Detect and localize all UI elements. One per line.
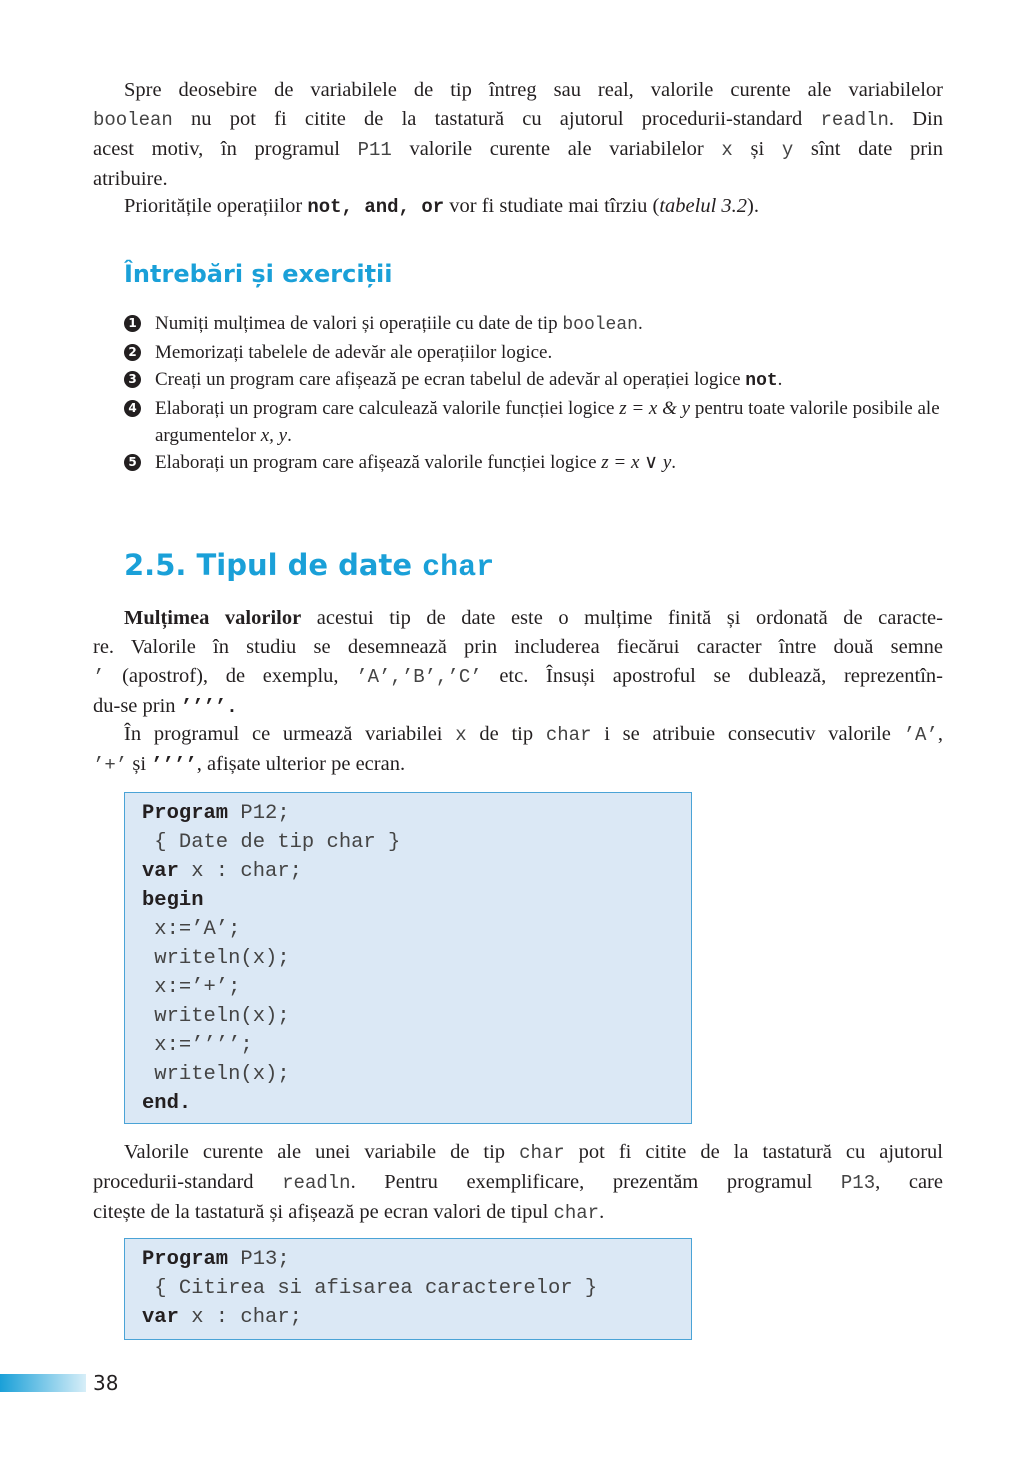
text: acest motiv, în programul (93, 138, 358, 160)
text: de tip (466, 723, 546, 745)
page-number-bar (0, 1374, 86, 1392)
text: Memorizați tabelele de adevăr ale operațiilor logice. (155, 342, 553, 363)
code-text: x : char; (178, 860, 302, 883)
text: Numiți mulțimea de valori și operațiile cu date de tip (155, 313, 563, 334)
code-text: x : char; (178, 1306, 302, 1329)
text: . Din (888, 108, 943, 130)
code-line (142, 1274, 691, 1303)
page-number: 38 (93, 1371, 119, 1395)
code-text: not (745, 371, 778, 391)
text: În programul ce urmează variabilei (124, 723, 456, 745)
code-value-plus: ’+’ (93, 754, 128, 776)
text: pentru toate valorile posibile ale argumentelor (155, 398, 940, 446)
code-line (142, 1303, 691, 1332)
code-keyword: Program (142, 802, 229, 825)
text: Valorile curente ale unei variabile de tip (124, 1141, 520, 1163)
code-double-apostrophe: ’’’’ (151, 754, 197, 776)
text: Elaborați un program care afișează valorile funcției logice (155, 452, 602, 473)
code-y: y (781, 139, 794, 161)
code-char: char (545, 724, 592, 746)
text: i se atribuie consecutiv valorile (591, 723, 904, 745)
code-text: x:=’+’; (142, 976, 241, 999)
code-x: x (721, 139, 733, 161)
text: atribuire. (93, 168, 168, 190)
text: . (777, 369, 783, 390)
code-keyword: var (142, 1306, 179, 1329)
intro-paragraph-2 (93, 192, 943, 222)
text: și (732, 138, 782, 160)
questions-list (124, 310, 944, 476)
code-text: writeln(x); (142, 947, 290, 970)
code-keyword: begin (142, 889, 204, 912)
text: Creați un program care afișează pe ecran tabelul de adevăr al operației logice (155, 369, 746, 390)
body-paragraph-1 (93, 604, 943, 722)
text: Elaborați un program care calculează valorile funcției logice (155, 398, 620, 419)
text: pot fi citite de la tastatură cu ajutorul (564, 1141, 944, 1163)
code-p11: P11 (357, 139, 392, 161)
table-reference: tabelul 3.2 (659, 195, 748, 217)
code-text: P13; (228, 1248, 290, 1271)
code-line (142, 1031, 691, 1060)
section-title-code: char (422, 551, 495, 585)
bold-term: Mulțimea valorilor (124, 607, 302, 629)
code-char: char (519, 1142, 565, 1164)
code-line (142, 1089, 691, 1118)
code-examples: ’A’,’B’,’C’ (356, 666, 482, 688)
text: valorile curente ale variabilelor (391, 138, 722, 160)
code-block-p13 (124, 1238, 692, 1340)
code-readln: readln (282, 1172, 351, 1194)
section-title: 2.5. Tipul de date (124, 548, 423, 582)
code-text: x:=’’’’; (142, 1034, 253, 1057)
text: (apostrof), de exemplu, (104, 665, 357, 687)
code-apostrophe: ’ (93, 666, 105, 688)
code-line (142, 886, 691, 915)
question-number: 2 (124, 344, 141, 361)
code-text: writeln(x); (142, 1063, 290, 1086)
text: sînt date prin (793, 138, 943, 160)
text: acestui tip de date este o mulțime finită și ordonată de caracte- (301, 607, 943, 629)
formula-args: x, y (260, 425, 288, 446)
text: du-se prin (93, 695, 181, 717)
text: . Pentru exemplificare, prezentăm programul (350, 1171, 841, 1193)
text: și (127, 753, 152, 775)
code-readln: readln (820, 109, 889, 131)
code-double-apostrophe: ’’’’. (180, 696, 238, 718)
question-item (124, 449, 944, 476)
code-text: P12; (228, 802, 290, 825)
code-line (142, 973, 691, 1002)
text: nu pot fi citite de la tastatură cu ajutorul procedurii-standard (172, 108, 821, 130)
code-char: char (553, 1202, 600, 1224)
code-block-p12 (124, 792, 692, 1124)
code-line (142, 1002, 691, 1031)
code-keyword: end. (142, 1092, 192, 1115)
code-text: writeln(x); (142, 1005, 290, 1028)
question-item (124, 310, 944, 339)
question-item (124, 395, 944, 449)
code-operators: not, and, or (307, 196, 445, 218)
text: etc. Însuși apostroful se dublează, reprezentîn- (481, 665, 943, 687)
text: . (637, 313, 643, 334)
text: . (287, 425, 292, 446)
code-line (142, 828, 691, 857)
code-line (142, 857, 691, 886)
code-keyword: Program (142, 1248, 229, 1271)
code-line (142, 1245, 691, 1274)
text: , (937, 723, 943, 745)
code-text: { Date de tip char } (142, 831, 401, 854)
code-text: boolean (562, 315, 638, 335)
text: , care (875, 1171, 943, 1193)
code-line (142, 1060, 691, 1089)
question-number: 3 (124, 371, 141, 388)
text: procedurii-standard (93, 1171, 283, 1193)
code-line (142, 799, 691, 828)
text: , afișate ulterior pe ecran. (196, 753, 406, 775)
code-p13: P13 (840, 1172, 876, 1194)
code-line (142, 915, 691, 944)
formula: z = x & y (619, 398, 691, 419)
formula: z = x ∨ y (601, 452, 672, 473)
text: Prioritățile operațiilor (124, 195, 308, 217)
text: vor fi studiate mai tîrziu ( (444, 195, 660, 217)
code-keyword: var (142, 860, 179, 883)
question-item (124, 366, 944, 395)
code-text: x:=’A’; (142, 918, 241, 941)
question-item (124, 339, 944, 366)
body-paragraph-2 (93, 720, 943, 780)
code-value-a: ’A’ (903, 724, 938, 746)
text: citește de la tastatură și afișează pe ecran valori de tipul (93, 1201, 554, 1223)
question-number: 4 (124, 400, 141, 417)
body-paragraph-3 (93, 1138, 943, 1228)
code-line (142, 944, 691, 973)
text: . (671, 452, 677, 473)
code-boolean: boolean (93, 109, 173, 131)
intro-paragraph-1 (93, 76, 943, 194)
text: re. Valorile în studiu se desemnează prin includerea fiecărui caracter între două semne (93, 636, 943, 658)
question-number: 1 (124, 315, 141, 332)
question-number: 5 (124, 454, 141, 471)
code-x: x (455, 724, 467, 746)
code-text: { Citirea si afisarea caracterelor } (142, 1277, 598, 1300)
text: ). (747, 195, 759, 217)
text: Spre deosebire de variabilele de tip întreg sau real, valorile curente ale variabilelor (124, 79, 943, 101)
questions-heading: Întrebări și exerciții (124, 260, 393, 288)
text: . (599, 1201, 605, 1223)
section-heading (124, 548, 494, 585)
